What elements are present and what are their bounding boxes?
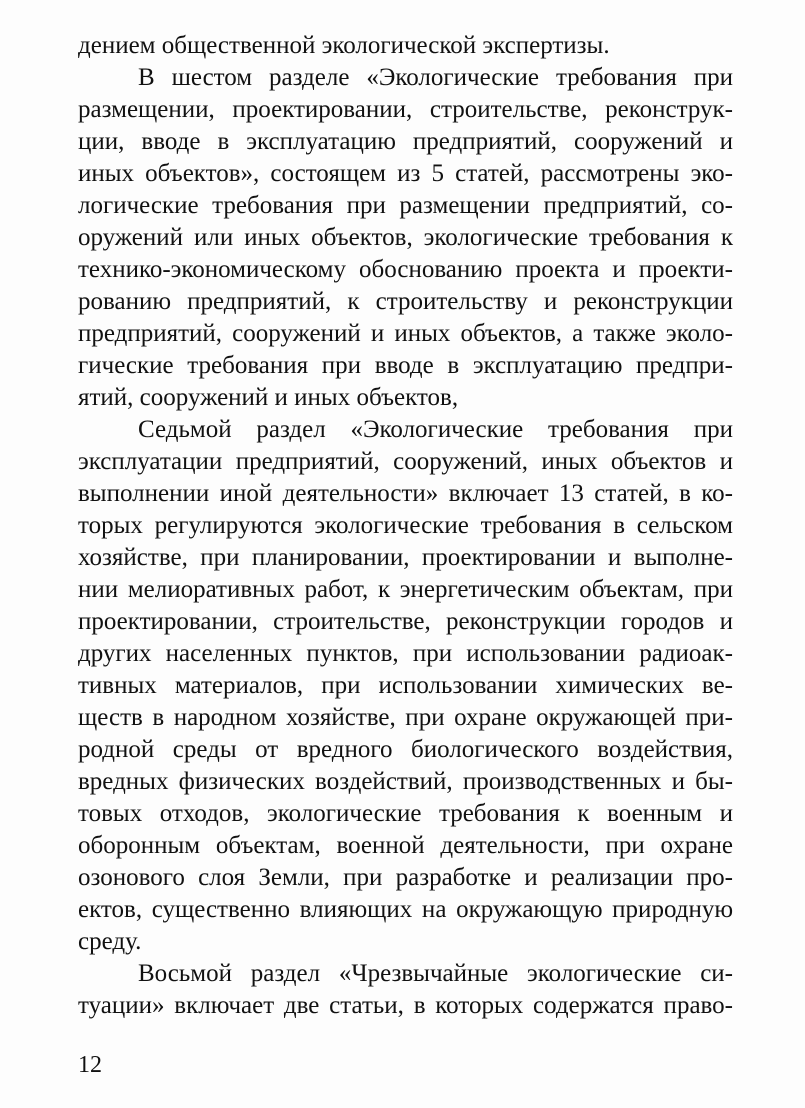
text-line-14: эксплуатации предприятий, сооружений, иных объектов и xyxy=(78,448,733,475)
text-line-19: проектировании, строительстве, реконструкции городов и xyxy=(78,608,733,635)
text-line-11: гические требования при вводе в эксплуатацию предпри- xyxy=(78,352,733,379)
text-line-22: ществ в народном хозяйстве, при охране окружающей при- xyxy=(78,704,733,731)
page-number: 12 xyxy=(78,1052,102,1078)
text-line-17: хозяйстве, при планировании, проектировании и выполне- xyxy=(78,544,733,571)
text-line-9: рованию предприятий, к строительству и реконструкции xyxy=(78,288,733,315)
text-line-8: технико-экономическому обоснованию проекта и проекти- xyxy=(78,256,733,283)
text-line-27: озонового слоя Земли, при разработке и реализации про- xyxy=(78,864,733,891)
text-line-6: логические требования при размещении предприятий, со- xyxy=(78,192,733,219)
text-line-4: ции, вводе в эксплуатацию предприятий, сооружений и xyxy=(78,128,733,155)
text-line-10: предприятий, сооружений и иных объектов, а также эколо- xyxy=(78,320,733,347)
text-line-31: туации» включает две статьи, в которых содержатся право- xyxy=(78,992,733,1019)
text-line-16: торых регулируются экологические требования в сельском xyxy=(78,512,733,539)
text-line-7: оружений или иных объектов, экологические требования к xyxy=(78,224,733,251)
paragraph-2-line-1: В шестом разделе «Экологические требования при xyxy=(138,64,733,91)
text-line-23: родной среды от вредного биологического воздействия, xyxy=(78,736,733,763)
text-line-26: оборонным объектам, военной деятельности, при охране xyxy=(78,832,733,859)
text-line-1: дением общественной экологической экспертизы. xyxy=(78,32,610,59)
text-line-20: других населенных пунктов, при использовании радиоак- xyxy=(78,640,733,667)
paragraph-3-line-1: Седьмой раздел «Экологические требования при xyxy=(138,416,733,443)
text-line-25: товых отходов, экологические требования к военным и xyxy=(78,800,733,827)
text-line-3: размещении, проектировании, строительстве, реконструк- xyxy=(78,96,733,123)
text-line-12: ятий, сооружений и иных объектов, xyxy=(78,384,459,411)
text-line-29: среду. xyxy=(78,928,142,955)
text-line-21: тивных материалов, при использовании химических ве- xyxy=(78,672,733,699)
text-line-24: вредных физических воздействий, производственных и бы- xyxy=(78,768,733,795)
paragraph-4-line-1: Восьмой раздел «Чрезвычайные экологические си- xyxy=(138,960,733,987)
text-line-28: ектов, существенно влияющих на окружающую природную xyxy=(78,896,733,923)
text-line-15: выполнении иной деятельности» включает 13 статей, в ко- xyxy=(78,480,733,507)
text-line-18: нии мелиоративных работ, к энергетическим объектам, при xyxy=(78,576,733,603)
text-line-5: иных объектов», состоящем из 5 статей, рассмотрены эко- xyxy=(78,160,733,187)
